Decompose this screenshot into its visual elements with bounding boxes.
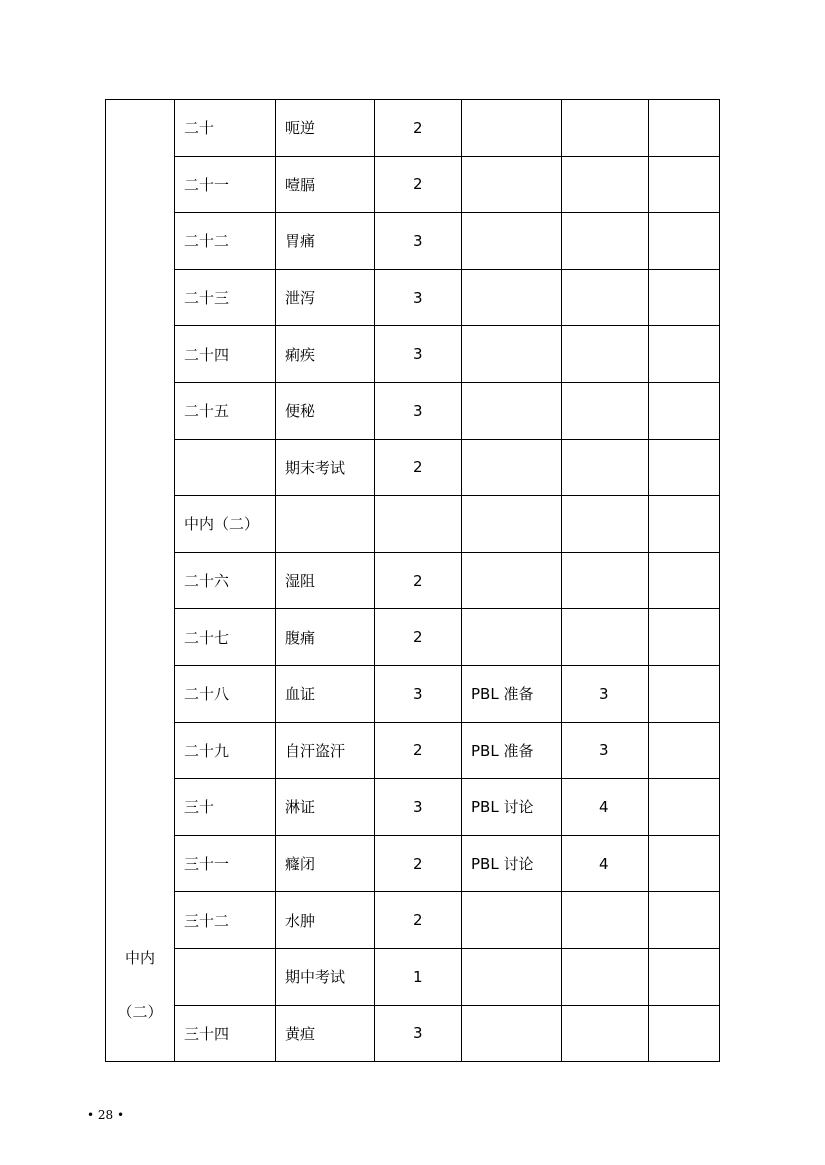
activity-hours-cell — [562, 156, 649, 213]
table-row — [106, 722, 720, 779]
activity-hours-cell: 3 — [562, 665, 649, 722]
activity-hours-cell: 3 — [562, 722, 649, 779]
page-number: • 28 • — [87, 1108, 125, 1122]
blank-cell — [649, 892, 720, 949]
course-group-label: （二） — [117, 1003, 163, 1022]
activity-hours-cell — [562, 948, 649, 1005]
topic-cell: 血证 — [276, 665, 375, 722]
hours-cell: 3 — [375, 382, 462, 439]
table-row — [106, 609, 720, 666]
blank-cell — [649, 439, 720, 496]
table-row — [106, 439, 720, 496]
hours-cell: 3 — [375, 213, 462, 270]
activity-cell — [462, 213, 562, 270]
hours-cell: 2 — [375, 439, 462, 496]
activity-hours-cell — [562, 892, 649, 949]
blank-cell — [649, 835, 720, 892]
lecture-cell: 三十二 — [175, 892, 276, 949]
lecture-cell — [175, 948, 276, 1005]
blank-cell — [649, 382, 720, 439]
course-group-cell — [106, 100, 175, 1062]
lecture-cell: 二十 — [175, 100, 276, 157]
table-row — [106, 948, 720, 1005]
table-row — [106, 326, 720, 383]
blank-cell — [649, 326, 720, 383]
activity-hours-cell — [562, 609, 649, 666]
hours-cell: 2 — [375, 835, 462, 892]
hours-cell: 3 — [375, 779, 462, 836]
activity-cell — [462, 269, 562, 326]
table-row — [106, 496, 720, 553]
blank-cell — [649, 496, 720, 553]
activity-cell: PBL 讨论 — [462, 779, 562, 836]
hours-cell: 2 — [375, 156, 462, 213]
hours-cell: 2 — [375, 552, 462, 609]
table-row — [106, 382, 720, 439]
table-row — [106, 156, 720, 213]
topic-cell: 呃逆 — [276, 100, 375, 157]
activity-hours-cell — [562, 326, 649, 383]
lecture-cell: 二十四 — [175, 326, 276, 383]
lecture-cell: 二十一 — [175, 156, 276, 213]
topic-cell: 自汗盗汗 — [276, 722, 375, 779]
topic-cell: 期中考试 — [276, 948, 375, 1005]
blank-cell — [649, 269, 720, 326]
course-group-label: 中内 — [124, 949, 155, 968]
topic-cell — [276, 496, 375, 553]
activity-hours-cell — [562, 100, 649, 157]
activity-hours-cell — [562, 269, 649, 326]
lecture-cell: 二十三 — [175, 269, 276, 326]
activity-cell: PBL 讨论 — [462, 835, 562, 892]
topic-cell: 痢疾 — [276, 326, 375, 383]
schedule-body — [106, 100, 720, 1062]
topic-cell: 噎膈 — [276, 156, 375, 213]
lecture-cell — [175, 439, 276, 496]
topic-cell: 腹痛 — [276, 609, 375, 666]
topic-cell: 水肿 — [276, 892, 375, 949]
activity-cell — [462, 1005, 562, 1062]
activity-cell — [462, 609, 562, 666]
table-row — [106, 100, 720, 157]
table-row — [106, 835, 720, 892]
blank-cell — [649, 100, 720, 157]
hours-cell: 3 — [375, 326, 462, 383]
lecture-cell: 三十 — [175, 779, 276, 836]
lecture-cell: 中内（二） — [175, 496, 276, 553]
activity-hours-cell — [562, 439, 649, 496]
table-row — [106, 665, 720, 722]
hours-cell: 2 — [375, 722, 462, 779]
activity-cell — [462, 948, 562, 1005]
activity-cell — [462, 326, 562, 383]
blank-cell — [649, 779, 720, 836]
topic-cell: 淋证 — [276, 779, 375, 836]
blank-cell — [649, 948, 720, 1005]
topic-cell: 黄疸 — [276, 1005, 375, 1062]
hours-cell: 3 — [375, 1005, 462, 1062]
activity-hours-cell — [562, 382, 649, 439]
topic-cell: 湿阻 — [276, 552, 375, 609]
hours-cell — [375, 496, 462, 553]
hours-cell: 3 — [375, 665, 462, 722]
activity-cell — [462, 156, 562, 213]
topic-cell: 便秘 — [276, 382, 375, 439]
activity-cell — [462, 100, 562, 157]
table-row — [106, 269, 720, 326]
blank-cell — [649, 609, 720, 666]
hours-cell: 2 — [375, 892, 462, 949]
blank-cell — [649, 722, 720, 779]
activity-cell — [462, 496, 562, 553]
hours-cell: 1 — [375, 948, 462, 1005]
table-row — [106, 213, 720, 270]
activity-cell — [462, 892, 562, 949]
activity-cell: PBL 准备 — [462, 722, 562, 779]
blank-cell — [649, 1005, 720, 1062]
activity-cell — [462, 439, 562, 496]
topic-cell: 期末考试 — [276, 439, 375, 496]
activity-cell — [462, 382, 562, 439]
topic-cell: 癃闭 — [276, 835, 375, 892]
blank-cell — [649, 552, 720, 609]
activity-cell — [462, 552, 562, 609]
activity-hours-cell — [562, 213, 649, 270]
topic-cell: 泄泻 — [276, 269, 375, 326]
lecture-cell: 三十四 — [175, 1005, 276, 1062]
activity-hours-cell — [562, 1005, 649, 1062]
hours-cell: 3 — [375, 269, 462, 326]
lecture-cell: 二十六 — [175, 552, 276, 609]
lecture-cell: 二十八 — [175, 665, 276, 722]
activity-cell: PBL 准备 — [462, 665, 562, 722]
activity-hours-cell: 4 — [562, 835, 649, 892]
table-row — [106, 779, 720, 836]
hours-cell: 2 — [375, 609, 462, 666]
activity-hours-cell: 4 — [562, 779, 649, 836]
lecture-cell: 二十二 — [175, 213, 276, 270]
activity-hours-cell — [562, 496, 649, 553]
lecture-cell: 二十九 — [175, 722, 276, 779]
topic-cell: 胃痛 — [276, 213, 375, 270]
table-row — [106, 552, 720, 609]
table-row — [106, 1005, 720, 1062]
blank-cell — [649, 665, 720, 722]
blank-cell — [649, 213, 720, 270]
table-row — [106, 892, 720, 949]
activity-hours-cell — [562, 552, 649, 609]
hours-cell: 2 — [375, 100, 462, 157]
schedule-table — [105, 99, 720, 1062]
lecture-cell: 二十五 — [175, 382, 276, 439]
lecture-cell: 二十七 — [175, 609, 276, 666]
lecture-cell: 三十一 — [175, 835, 276, 892]
blank-cell — [649, 156, 720, 213]
